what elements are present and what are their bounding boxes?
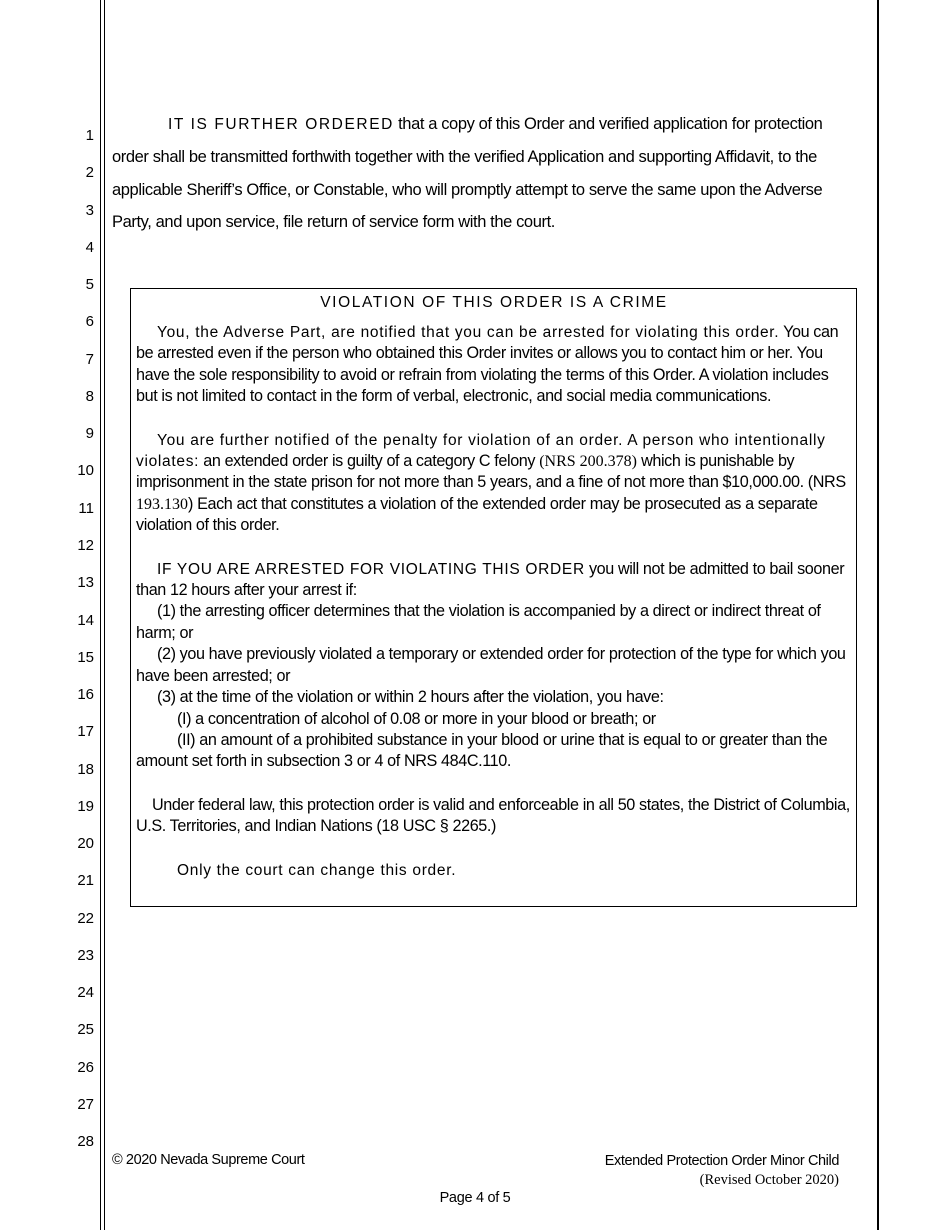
- footer-revision: (Revised October 2020): [699, 1172, 839, 1188]
- line-number: 9: [85, 425, 94, 443]
- line-number: 18: [77, 760, 94, 778]
- left-margin-rule-outer: [100, 0, 101, 1230]
- line-number: 4: [85, 238, 94, 256]
- line-number: 8: [85, 387, 94, 405]
- only-court-note: Only the court can change this order.: [177, 861, 457, 879]
- line-number: 17: [77, 723, 94, 741]
- line-number: 15: [77, 648, 94, 666]
- violation-notice-box: [130, 288, 857, 907]
- line-number: 21: [77, 872, 94, 890]
- line-number: 14: [77, 611, 94, 629]
- further-ordered-text: that a copy of this Order and verified application for protection order shall be transmitted forthwith together with the verified Application and supporting Affidavit, to the applicable Sheriff’s Office, or Constable, who will promptly attempt to serve the same upon the Adverse Party, and upon service, file return of service form with the court.: [112, 115, 823, 232]
- line-number: 12: [77, 536, 94, 554]
- bail-paragraph: [136, 559, 852, 773]
- bail-lead: IF YOU ARE ARRESTED FOR VIOLATING THIS ORDER: [157, 560, 585, 578]
- federal-law-text: Under federal law, this protection order is valid and enforceable in all 50 states, the District of Columbia, U.S. Territories, and Indian Nations (18 USC § 2265.): [136, 795, 850, 836]
- penalty-ref-nrs-200: (NRS 200.378): [539, 453, 637, 471]
- line-number: 1: [85, 127, 94, 144]
- line-number: 11: [78, 499, 94, 517]
- footer-form-title: Extended Protection Order Minor Child: [604, 1153, 839, 1169]
- line-number: 25: [77, 1021, 94, 1039]
- line-number: 20: [77, 835, 94, 853]
- penalty-text-c: ) Each act that constitutes a violation of the extended order may be prosecuted as a separate violation of this order.: [136, 494, 818, 535]
- violation-box-title: VIOLATION OF THIS ORDER IS A CRIME: [320, 294, 668, 311]
- footer-copyright: © 2020 Nevada Supreme Court: [112, 1152, 305, 1168]
- line-number: 23: [77, 946, 94, 964]
- right-margin-rule: [877, 0, 879, 1230]
- line-number: 5: [85, 276, 94, 294]
- further-ordered-lead: IT IS FURTHER ORDERED: [168, 116, 394, 133]
- line-number: 10: [77, 462, 94, 480]
- line-number: 3: [85, 201, 94, 219]
- penalty-ref-nrs-193: 193.130: [136, 495, 188, 513]
- page-number: Page 4 of 5: [439, 1190, 511, 1206]
- line-number: 26: [77, 1058, 94, 1076]
- penalty-text-b: which is punishable by imprisonment in the state prison for not more than 5 years, and a fine of not more than $10,000.00. (NRS: [136, 452, 846, 492]
- line-number: 6: [85, 313, 94, 331]
- bail-text: you will not be admitted to bail sooner than 12 hours after your arrest if:: [136, 559, 845, 600]
- bail-item-3: (3) at the time of the violation or within 2 hours after the violation, you have:: [157, 688, 664, 707]
- bail-item-1: (1) the arresting officer determines that the violation is accompanied by a direct or indirect threat of harm; or: [136, 602, 821, 642]
- federal-law-paragraph: [136, 795, 852, 838]
- line-number: 7: [85, 350, 94, 368]
- bail-item-2: (2) you have previously violated a temporary or extended order for protection of the type for which you have been arrested; or: [136, 645, 846, 685]
- bail-item-3-i: (I) a concentration of alcohol of 0.08 or more in your blood or breath; or: [177, 709, 656, 728]
- bail-item-3-ii: (II) an amount of a prohibited substance in your blood or urine that is equal to or greater than the amount set forth in subsection 3 or 4 of NRS 484C.110.: [136, 730, 828, 771]
- footer-form-info: [605, 1152, 839, 1190]
- line-number: 16: [77, 686, 94, 704]
- line-number: 28: [77, 1133, 94, 1151]
- line-number: 2: [85, 164, 94, 182]
- arrest-notice-lead: You, the Adverse Part, are notified that you can be arrested for violating this order.: [157, 324, 780, 341]
- line-number: 13: [77, 574, 94, 592]
- further-ordered-paragraph: [112, 108, 842, 239]
- left-margin-rule-inner: [104, 0, 105, 1230]
- penalty-paragraph: [136, 430, 852, 537]
- line-number: 19: [77, 797, 94, 815]
- penalty-text-a: an extended order is guilty of a category C felony: [199, 452, 540, 471]
- line-number: 27: [77, 1096, 94, 1114]
- line-number: 24: [77, 984, 94, 1002]
- arrest-notice-text: You can be arrested even if the person who obtained this Order invites or allows you to contact him or her. You have the sole responsibility to avoid or refrain from violating the terms of this Order. A violation includes but is not limited to contact in the form of verbal, electronic, and social media communications.: [136, 323, 839, 406]
- arrest-notice-paragraph: [136, 322, 852, 408]
- penalty-lead: You are further notified of the penalty for violation of an order. A person who intentionally violates:: [136, 431, 826, 471]
- line-number: 22: [77, 909, 94, 927]
